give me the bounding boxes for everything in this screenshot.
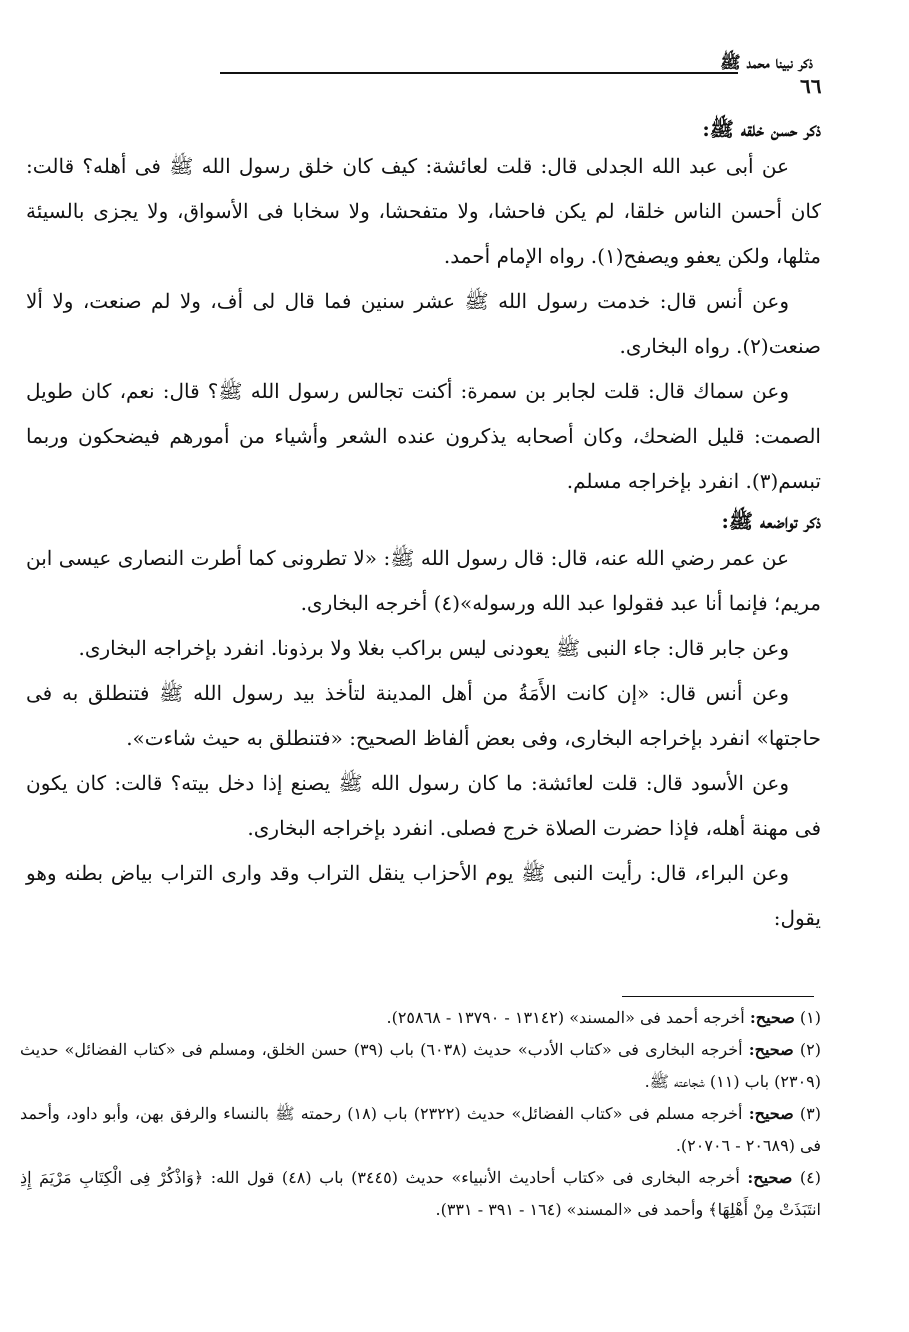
- section-heading-character: ذكر حسن خلقه ﷺ:: [702, 117, 821, 141]
- paragraph: عن عمر رضي الله عنه، قال: قال رسول الله ﷺ: «لا تطرونى كما أطرت النصارى عيسى ابن مريم؛ فإنما أنا عبد فقولوا عبد الله ورسوله»(٤) أخرجه البخارى.: [26, 546, 821, 615]
- header-rule: [220, 72, 738, 74]
- footnote-number: (٤): [799, 1168, 821, 1187]
- section-heading-humility: ذكر تواضعه ﷺ:: [721, 509, 821, 533]
- footnote-separator: [622, 996, 814, 997]
- running-header-title: ذكر نبينا محمد ﷺ: [720, 53, 813, 73]
- footnotes: [20, 1002, 821, 1226]
- footnote-label: صحيح:: [748, 1040, 794, 1059]
- page-number: ٦٦: [800, 74, 822, 98]
- footnote-number: (٢): [799, 1040, 821, 1059]
- footnote: [20, 1098, 821, 1162]
- footnote: [20, 1034, 821, 1098]
- footnote-text: أخرجه أحمد فى «المسند» (١٣١٤٢ - ١٣٧٩٠ - ٢٥٨٦٨).: [386, 1008, 745, 1027]
- main-text: [26, 112, 821, 941]
- paragraph: عن أبى عبد الله الجدلى قال: قلت لعائشة: كيف كان خلق رسول الله ﷺ فى أهله؟ قالت: كان أحسن الناس خلقا، لم يكن فاحشا، ولا متفحشا، ولا سخابا فى الأسواق، ولا يجزى بالسيئة مثلها، ولكن يعفو ويصفح(١). رواه الإمام أحمد.: [26, 154, 821, 268]
- paragraph: وعن أنس قال: «إن كانت الأَمَةُ من أهل المدينة لتأخذ بيد رسول الله ﷺ فتنطلق به فى حاجتها» انفرد بإخراجه البخارى، وفى بعض ألفاظ الصحيح: «فتنطلق به حيث شاءت».: [26, 681, 821, 750]
- paragraph: وعن الأسود قال: قلت لعائشة: ما كان رسول الله ﷺ يصنع إذا دخل بيته؟ قالت: كان يكون فى مهنة أهله، فإذا حضرت الصلاة خرج فصلى. انفرد بإخراجه البخارى.: [26, 771, 821, 840]
- paragraph: وعن أنس قال: خدمت رسول الله ﷺ عشر سنين فما قال لى أف، ولا لم صنعت، ولا ألا صنعت(٢). رواه البخارى.: [26, 289, 821, 358]
- footnote-text: أخرجه مسلم فى «كتاب الفضائل» حديث (٢٣٢٢) باب (١٨) رحمته ﷺ بالنساء والرفق بهن، وأبو داود، وأحمد فى (٢٠٦٨٩ - ٢٠٧٠٦).: [20, 1104, 821, 1155]
- paragraph: وعن سماك قال: قلت لجابر بن سمرة: أكنت تجالس رسول الله ﷺ؟ قال: نعم، كان طويل الصمت: قليل الضحك، وكان أصحابه يذكرون عنده الشعر وأشياء من أمورهم فيضحكون وربما تبسم(٣). انفرد بإخراجه مسلم.: [26, 379, 821, 493]
- footnote-number: (١): [799, 1008, 821, 1027]
- paragraph: وعن البراء، قال: رأيت النبى ﷺ يوم الأحزاب ينقل التراب وقد وارى التراب بياض بطنه وهو يقول:: [26, 861, 821, 930]
- footnote-label: صحيح:: [748, 1104, 794, 1123]
- footnote-number: (٣): [799, 1104, 821, 1123]
- paragraph: وعن جابر قال: جاء النبى ﷺ يعودنى ليس براكب بغلا ولا برذونا. انفرد بإخراجه البخارى.: [78, 636, 789, 660]
- footnote: [20, 1002, 821, 1034]
- footnote: [20, 1162, 821, 1226]
- footnote-label: صحيح:: [749, 1008, 795, 1027]
- footnote-text: أخرجه البخارى فى «كتاب الأدب» حديث (٦٠٣٨) باب (٣٩) حسن الخلق، ومسلم فى «كتاب الفضائل» حديث (٢٣٠٩) باب (١١) شجاعته ﷺ.: [20, 1040, 821, 1091]
- footnote-text: أخرجه البخارى فى «كتاب أحاديث الأنبياء» حديث (٣٤٤٥) باب (٤٨) قول الله: ﴿وَاذْكُرْ فِى الْكِتَابِ مَرْيَمَ إِذِ انتَبَذَتْ مِنْ أَهْلِهَا﴾ وأحمد فى «المسند» (١٦٤ - ٣٩١ - ٣٣١).: [20, 1168, 821, 1219]
- footnote-label: صحيح:: [747, 1168, 793, 1187]
